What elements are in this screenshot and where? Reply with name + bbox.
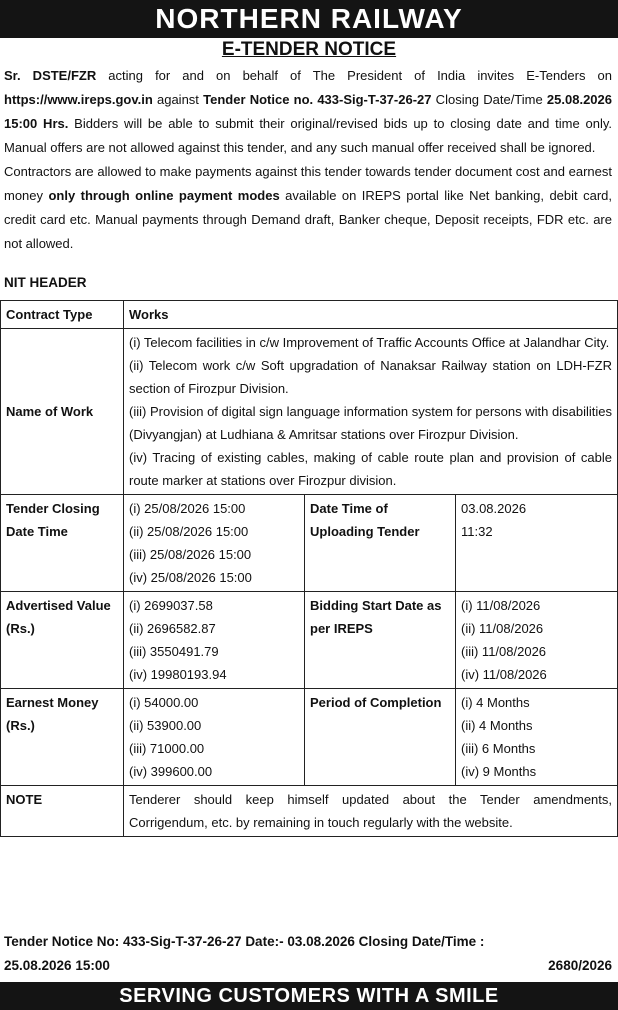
closing-value: (iv) 25/08/2026 15:00 [129,570,252,585]
footer-reference: 2680/2026 [548,958,612,973]
footer-line-1: Tender Notice No: 433-Sig-T-37-26-27 Date:- 03.08.2026 Closing Date/Time : [4,934,485,949]
period-label: Period of Completion [305,689,456,786]
table-row-earnest [1,689,618,786]
advertised-value: (iii) 3550491.79 [129,644,219,659]
uploading-time: 11:32 [461,524,493,539]
closing-values [124,495,305,592]
closing-value: (ii) 25/08/2026 15:00 [129,524,249,539]
uploading-values [456,495,618,592]
name-of-work-value [124,329,618,495]
earnest-value: (i) 54000.00 [129,695,199,710]
intro-text-1: acting for and on behalf of The President of India invites E-Tenders on [96,68,612,83]
page-title: NORTHERN RAILWAY [0,0,618,38]
advertised-values [124,592,305,689]
table-row-note [1,786,618,837]
period-value: (ii) 4 Months [461,718,533,733]
period-value: (i) 4 Months [461,695,530,710]
table-row-contract-type [1,301,618,329]
period-values [456,689,618,786]
issuer: Sr. DSTE/FZR [4,68,97,83]
earnest-value: (ii) 53900.00 [129,718,202,733]
bidding-value: (iv) 11/08/2026 [461,667,547,682]
work-item: (iii) Provision of digital sign language information system for persons with disabilities (Divyangjan) at Ludhiana & Amritsar stations over Firozpur Division. [129,404,612,442]
advertised-value: (iv) 19980193.94 [129,667,227,682]
bidding-value: (ii) 11/08/2026 [461,621,544,636]
intro-text-5: Contractors are allowed to make payments against this tender towards tender document cost and earnest money [4,164,612,203]
tender-notice-number: Tender Notice no. 433-Sig-T-37-26-27 [203,92,432,107]
note-label: NOTE [1,786,124,837]
uploading-date: 03.08.2026 [461,501,527,516]
intro-text-4: Bidders will be able to submit their original/revised bids up to closing date and time only. Manual offers are not allowed against this tender, and any such manual offer received shall be ignored. [4,116,612,155]
contract-type-label: Contract Type [1,301,124,329]
earnest-value: (iv) 399600.00 [129,764,213,779]
advertised-value: (ii) 2696582.87 [129,621,216,636]
work-item: (ii) Telecom work c/w Soft upgradation of Nanaksar Railway station on LDH-FZR section of Firozpur Division. [129,358,612,396]
intro-text [4,64,612,256]
nit-table [0,300,618,837]
online-payment-emphasis: only through online payment modes [48,188,280,203]
period-value: (iv) 9 Months [461,764,537,779]
earnest-value: (iii) 71000.00 [129,741,205,756]
name-of-work-label: Name of Work [1,329,124,495]
footer-closing: 25.08.2026 15:00 [4,958,110,973]
intro-text-2: against [152,92,204,107]
footer-notice [4,930,612,978]
bidding-label: Bidding Start Date as per IREPS [305,592,456,689]
period-value: (iii) 6 Months [461,741,536,756]
table-row-advertised [1,592,618,689]
footer-line-2 [4,954,612,978]
closing-label: Tender Closing Date Time [1,495,124,592]
table-row-name-of-work [1,329,618,495]
uploading-label: Date Time of Uploading Tender [305,495,456,592]
table-row-closing [1,495,618,592]
portal-link: https://www.ireps.gov.in [4,92,153,107]
nit-header: NIT HEADER [4,275,87,290]
advertised-label: Advertised Value (Rs.) [1,592,124,689]
notice-subtitle: E-TENDER NOTICE [221,39,397,60]
earnest-label: Earnest Money (Rs.) [1,689,124,786]
work-item: (iv) Tracing of existing cables, making of cable route plan and provision of cable route marker at stations over Firozpur division. [129,450,612,488]
advertised-value: (i) 2699037.58 [129,598,213,613]
intro-paragraph-1 [4,64,612,160]
bidding-value: (i) 11/08/2026 [461,598,541,613]
work-item: (i) Telecom facilities in c/w Improvement of Traffic Accounts Office at Jalandhar City. [129,335,610,350]
intro-paragraph-2 [4,160,612,256]
earnest-values [124,689,305,786]
closing-datetime: 25.08.2026 15:00 Hrs. [4,92,612,131]
closing-value: (iii) 25/08/2026 15:00 [129,547,252,562]
note-value: Tenderer should keep himself updated about the Tender amendments, Corrigendum, etc. by remaining in touch regularly with the website. [124,786,618,837]
bidding-value: (iii) 11/08/2026 [461,644,547,659]
intro-text-3: Closing Date/Time [431,92,547,107]
slogan-bar: SERVING CUSTOMERS WITH A SMILE [0,982,618,1010]
bidding-values [456,592,618,689]
intro-text-6: available on IREPS portal like Net banking, debit card, credit card etc. Manual payments through Demand draft, Banker cheque, Deposit receipts, FDR etc. are not allowed. [4,188,612,251]
contract-type-value: Works [124,301,618,329]
closing-value: (i) 25/08/2026 15:00 [129,501,246,516]
